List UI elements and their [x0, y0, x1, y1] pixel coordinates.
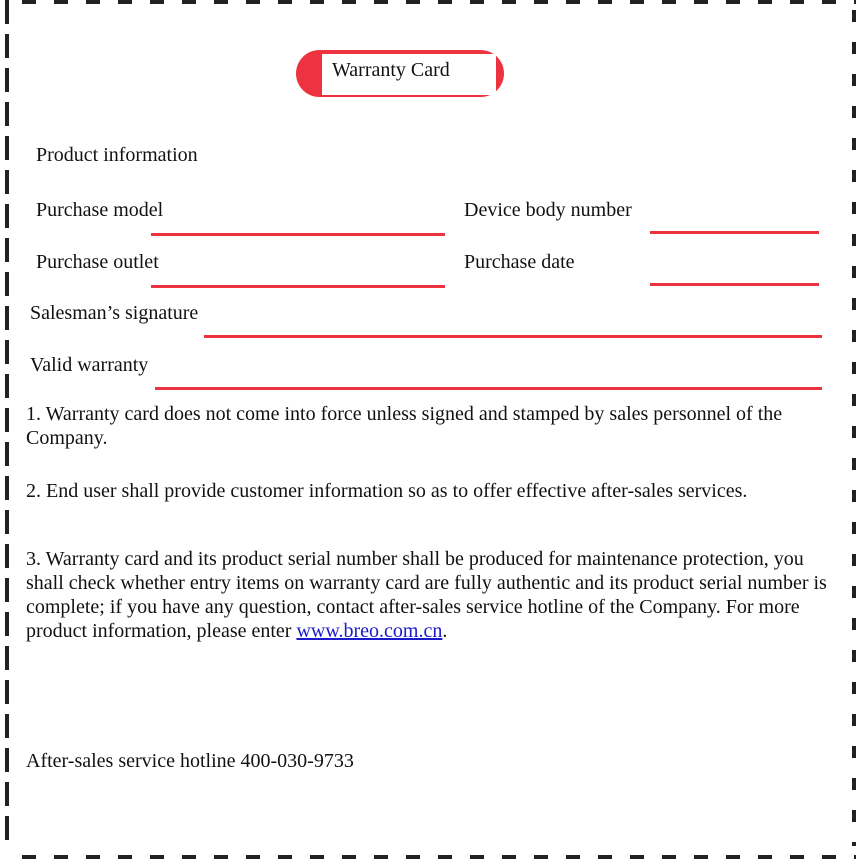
section-heading-product-information: Product information: [36, 144, 198, 166]
term-2: 2. End user shall provide customer information so as to offer effective after-sales services.: [26, 480, 748, 502]
card-title: Warranty Card: [332, 59, 450, 81]
hotline-text: After-sales service hotline 400-030-9733: [26, 750, 354, 772]
website-link[interactable]: www.breo.com.cn: [296, 620, 443, 642]
salesman-signature-label: Salesman’s signature: [30, 302, 199, 324]
device-body-number-field[interactable]: [650, 231, 819, 234]
dashed-border-bottom: [22, 855, 856, 859]
purchase-date-field[interactable]: [650, 283, 819, 286]
purchase-outlet-field[interactable]: [151, 285, 445, 288]
term-3-suffix: .: [442, 620, 448, 642]
title-badge-inner: [322, 54, 496, 95]
term-1: 1. Warranty card does not come into force unless signed and stamped by sales personnel of the Company.: [26, 403, 783, 449]
purchase-date-label: Purchase date: [464, 251, 575, 273]
term-3-text: 3. Warranty card and its product serial number shall be produced for maintenance protection, you shall check whether entry items on warranty card are fully authentic and its product serial number is complete; if you have any question, contact after-sales service hotline of the Company. For more product information, please enter: [26, 548, 827, 642]
dashed-border-top: [22, 0, 856, 4]
device-body-number-label: Device body number: [464, 199, 632, 221]
dashed-border-right: [852, 10, 856, 846]
salesman-signature-field[interactable]: [204, 335, 822, 338]
term-3: [26, 547, 846, 643]
purchase-model-field[interactable]: [151, 233, 445, 236]
purchase-model-label: Purchase model: [36, 199, 164, 221]
valid-warranty-label: Valid warranty: [30, 354, 149, 376]
purchase-outlet-label: Purchase outlet: [36, 251, 159, 273]
title-badge: [296, 50, 504, 97]
valid-warranty-field[interactable]: [155, 387, 822, 390]
dashed-border-left: [5, 0, 9, 846]
